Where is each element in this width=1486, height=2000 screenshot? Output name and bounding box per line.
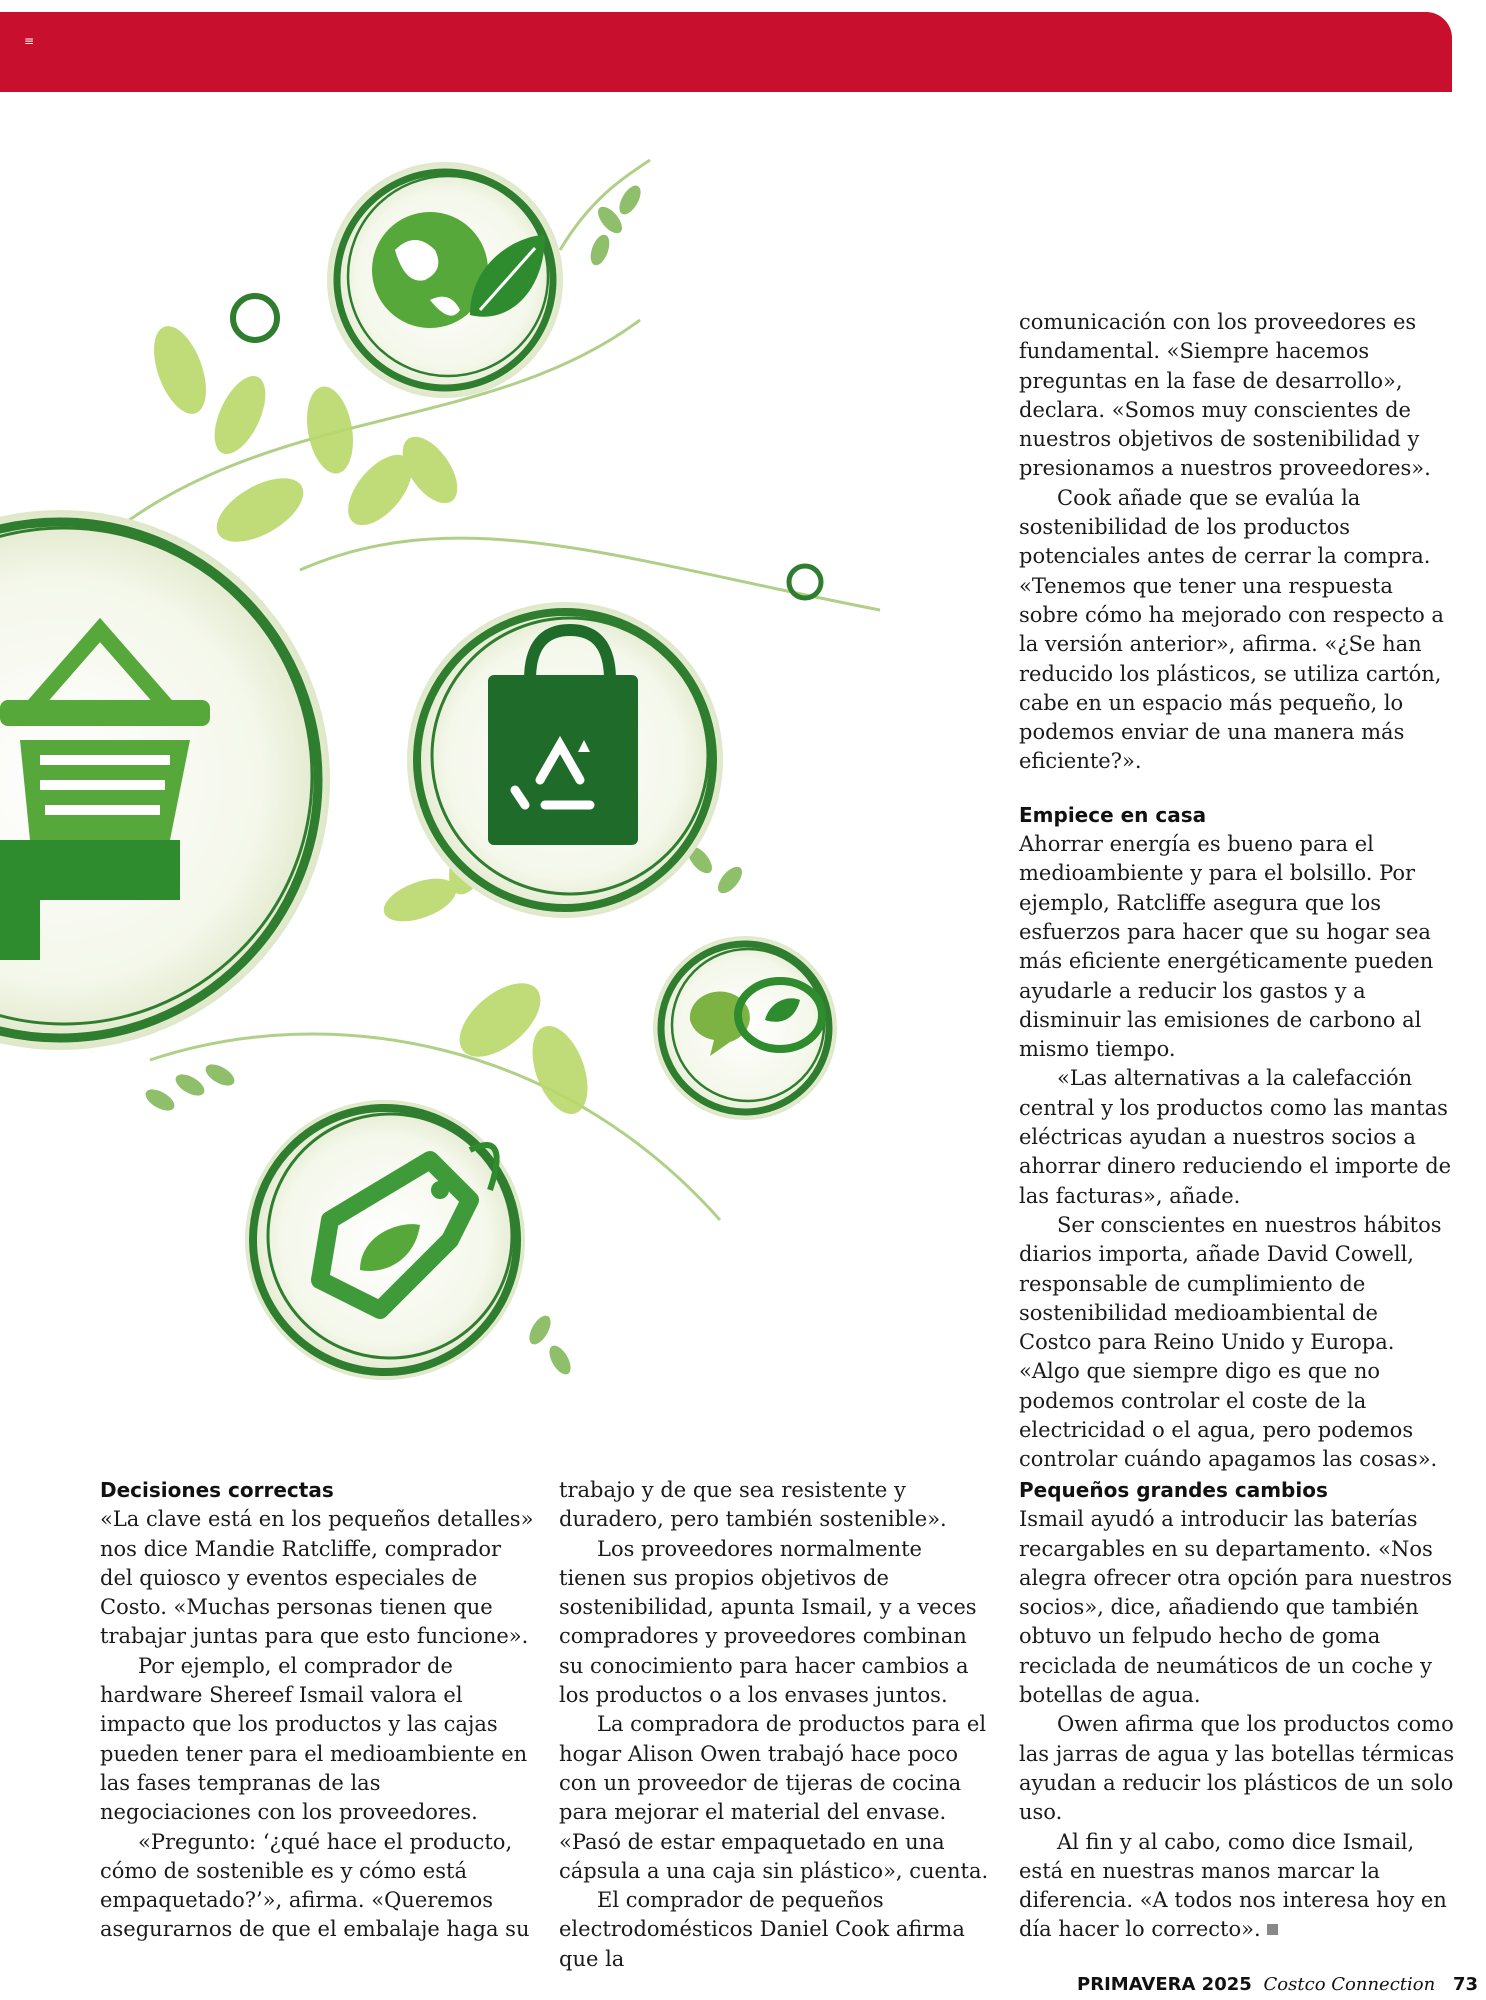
section-heading: Empiece en casa <box>1019 802 1207 827</box>
small-ring <box>233 296 277 340</box>
paragraph: Owen afirma que los productos como las jarras de agua y las botellas térmicas ayudan a reducir los plásticos de un solo uso. <box>1019 1712 1455 1825</box>
shopping-basket-icon <box>0 510 330 1050</box>
paragraph: La compradora de productos para el hogar Alison Owen trabajó hace poco con un proveedor de tijeras de cocina para mejorar el material del envase. «Pasó de estar empaquetado en una cápsula a una caja sin plástico», cuenta. <box>559 1712 989 1883</box>
chat-leaf-icon <box>653 936 837 1120</box>
sustainability-illustration <box>0 140 960 1440</box>
paragraph: Ahorrar energía es bueno para el medioambiente y para el bolsillo. Por ejemplo, Ratcliffe asegura que los esfuerzos para hacer que su hogar sea más eficiente energéticamente pueden ayudarle a reducir los gastos y a disminuir las emisiones de carbono al mismo tiempo. <box>1019 832 1434 1062</box>
recycle-bag-icon <box>407 602 723 918</box>
section-heading: Pequeños grandes cambios <box>1019 1478 1328 1502</box>
paragraph: Por ejemplo, el comprador de hardware Shereef Ismail valora el impacto que los productos y las cajas pueden tener para el medioambiente en las fases tempranas de las negociaciones con los proveedores. <box>100 1653 528 1825</box>
issue-season: PRIMAVERA 2025 <box>1077 1974 1252 1995</box>
article-column-right-bottom <box>1019 1476 1455 1945</box>
article-column-left <box>100 1476 536 1945</box>
paragraph-text: Al fin y al cabo, como dice Ismail, está en nuestras manos marcar la diferencia. «A todos nos interesa hoy en día hacer lo correcto». <box>1019 1829 1447 1942</box>
magazine-name: Costco Connection <box>1263 1974 1436 1995</box>
globe-leaf-icon <box>327 162 563 398</box>
paragraph: Los proveedores normalmente tienen sus propios objetivos de sostenibilidad, apunta Ismail, y a veces compradores y proveedores combinan su conocimiento para hacer cambios a los productos o a los envases juntos. <box>559 1536 977 1708</box>
paragraph: comunicación con los proveedores es fundamental. «Siempre hacemos preguntas en la fase de desarrollo», declara. «Somos muy conscientes de nuestros objetivos de sostenibilidad y presionamos a nuestros proveedores». <box>1019 310 1431 481</box>
paragraph: Ser conscientes en nuestros hábitos diarios importa, añade David Cowell, responsable de cumplimiento de sostenibilidad medioambiental de Costco para Reino Unido y Europa. «Algo que siempre digo es que no podemos controlar el coste de la electricidad o el agua, pero podemos controlar cuándo apagamos las cosas». <box>1019 1212 1442 1472</box>
leaf-tag-icon <box>245 1100 525 1380</box>
header-bar <box>0 12 1452 92</box>
paragraph: Ismail ayudó a introducir las baterías recargables en su departamento. «Nos alegra ofrecer otra opción para nuestros socios», dice, añadiendo que también obtuvo un felpudo hecho de goma reciclada de neumáticos de un coche y botellas de agua. <box>1019 1507 1453 1708</box>
page-footer <box>1077 1974 1478 1995</box>
paragraph <box>1019 1828 1455 1945</box>
article-column-middle <box>559 1476 995 1974</box>
menu-icon[interactable]: ≡ <box>24 34 35 48</box>
paragraph: Cook añade que se evalúa la sostenibilidad de los productos potenciales antes de cerrar la compra. «Tenemos que tener una respuesta sobre cómo ha mejorado con respecto a la versión anterior», afirma. «¿Se han reducido los plásticos, se utiliza cartón, cabe en un espacio más pequeño, lo podemos enviar de una manera más eficiente?». <box>1019 485 1444 774</box>
page-number: 73 <box>1452 1974 1478 1995</box>
paragraph: «Las alternativas a la calefacción central y los productos como las mantas eléctricas ayudan a nuestros socios a ahorrar dinero reduciendo el importe de las facturas», añade. <box>1019 1066 1452 1208</box>
end-mark-icon <box>1267 1924 1278 1935</box>
small-ring <box>789 566 821 598</box>
paragraph: trabajo y de que sea resistente y duradero, pero también sostenible». <box>559 1478 947 1532</box>
article-column-right-top <box>1019 308 1455 1475</box>
section-heading: Decisiones correctas <box>100 1478 334 1502</box>
paragraph: El comprador de pequeños electrodomésticos Daniel Cook afirma que la <box>559 1888 965 1971</box>
paragraph: «La clave está en los pequeños detalles» nos dice Mandie Ratcliffe, comprador del quiosco y eventos especiales de Costo. «Muchas personas tienen que trabajar juntas para que esto funcione». <box>100 1507 534 1649</box>
paragraph: «Pregunto: ‘¿qué hace el producto, cómo de sostenible es y cómo está empaquetado?’», afirma. «Queremos asegurarnos de que el embalaje haga su <box>100 1829 530 1942</box>
